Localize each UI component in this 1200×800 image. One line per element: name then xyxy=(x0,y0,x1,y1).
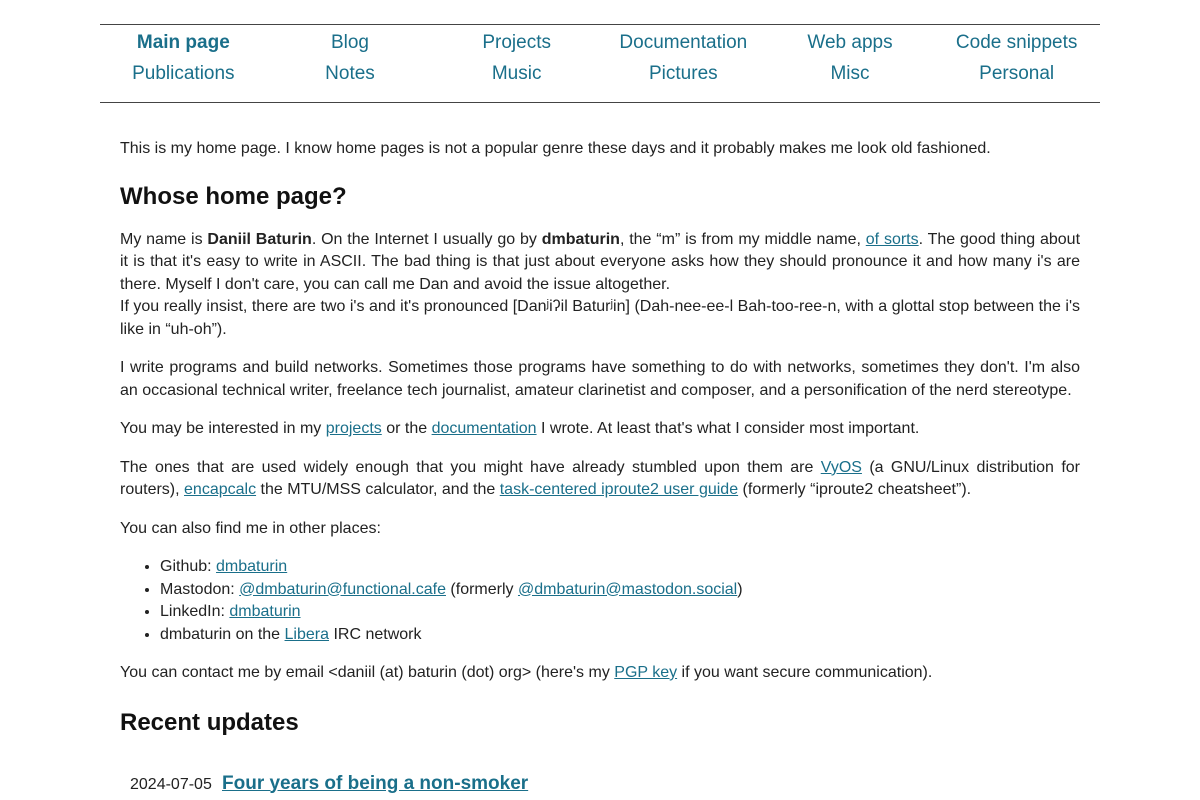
mastodon-link[interactable]: @dmbaturin@functional.cafe xyxy=(239,580,446,598)
list-item-github xyxy=(160,556,1080,579)
iproute2-guide-link[interactable]: task-centered iproute2 user guide xyxy=(499,481,739,498)
text: IRC network xyxy=(329,625,422,643)
encapcalc-link[interactable]: encapcalc xyxy=(184,481,257,498)
vyos-link[interactable]: VyOS xyxy=(820,458,862,476)
text: . On the Internet I usually go by xyxy=(311,230,542,248)
documentation-link[interactable]: documentation xyxy=(431,420,537,437)
text: You may be interested in my xyxy=(120,420,326,437)
text: You can contact me by email <daniil (at) baturin (dot) org> (here's my xyxy=(120,664,615,681)
nav-personal[interactable]: Personal xyxy=(979,63,1055,84)
linkedin-link[interactable]: dmbaturin xyxy=(229,603,301,620)
nav-pictures[interactable]: Pictures xyxy=(649,63,718,84)
text: The ones that are used widely enough that you might have already stumbled upon them are xyxy=(120,458,821,476)
github-label: Github: xyxy=(160,558,217,575)
nav-music[interactable]: Music xyxy=(491,63,542,84)
nickname: dmbaturin xyxy=(541,230,620,248)
nav-bottom-rule xyxy=(100,102,1100,103)
libera-link[interactable]: Libera xyxy=(284,625,330,643)
places-intro: You can also find me in other places: xyxy=(120,519,381,537)
main-menu xyxy=(100,32,1100,85)
list-item-mastodon xyxy=(160,579,1080,602)
nav-code-snippets[interactable]: Code snippets xyxy=(955,32,1078,53)
linkedin-label: LinkedIn: xyxy=(160,603,230,620)
nav-blog[interactable]: Blog xyxy=(330,32,369,53)
text: (formerly xyxy=(445,580,518,598)
interest-paragraph xyxy=(120,418,1080,441)
mastodon-label: Mastodon: xyxy=(160,580,240,598)
projects-paragraph xyxy=(120,457,1080,502)
nav-web-apps[interactable]: Web apps xyxy=(807,32,893,53)
mastodon-old-link[interactable]: @dmbaturin@mastodon.social xyxy=(517,580,738,598)
name-text xyxy=(120,229,1080,297)
update-title-link[interactable]: Four years of being a non-smoker xyxy=(222,772,529,794)
full-name: Daniil Baturin xyxy=(207,230,312,248)
nav-documentation[interactable]: Documentation xyxy=(619,32,748,53)
text: . The good thing about it is that it's easy to write in ASCII. The bad thing is that just about everyone asks how they should pronounce it and how many i's are there. Myself I don't care, you can call me Dan and avoid the issue altogether. xyxy=(120,230,1081,293)
text: (formerly “iproute2 cheatsheet”). xyxy=(738,481,972,498)
pronunciation-text: If you really insist, there are two i's and it's pronounced [Danʲiʔil Baturʲin] (Dah-nee-ee-l Bah-too-ree-n, with a glottal stop between the i's like in “uh-oh”). xyxy=(120,298,1080,338)
update-item xyxy=(120,773,1080,797)
about-paragraph: I write programs and build networks. Sometimes those programs have something to do with networks, sometimes they don't. I'm also an occasional technical writer, freelance tech journalist, amateur clarinetist and composer, and a personification of the nerd stereotype. xyxy=(120,359,1080,399)
nav-misc[interactable]: Misc xyxy=(830,63,870,84)
contact-paragraph xyxy=(120,662,1080,685)
main-content xyxy=(120,138,1080,796)
text: the MTU/MSS calculator, and the xyxy=(256,481,500,498)
text: I wrote. At least that's what I consider most important. xyxy=(536,420,920,437)
list-item-linkedin xyxy=(160,601,1080,624)
text: My name is xyxy=(120,230,208,248)
nav-main-page[interactable]: Main page xyxy=(136,32,230,53)
text: dmbaturin on the xyxy=(160,625,285,643)
name-paragraph xyxy=(120,229,1080,342)
nav-projects[interactable]: Projects xyxy=(482,32,551,53)
projects-link[interactable]: projects xyxy=(325,420,382,437)
text: if you want secure communication). xyxy=(677,664,933,681)
pgp-key-link[interactable]: PGP key xyxy=(614,664,678,681)
list-item-irc xyxy=(160,624,1080,647)
nav-notes[interactable]: Notes xyxy=(325,63,375,84)
top-rule xyxy=(100,24,1100,25)
github-link[interactable]: dmbaturin xyxy=(216,558,288,575)
places-list xyxy=(120,556,1080,646)
update-date: 2024-07-05 xyxy=(130,775,212,793)
text: (a GNU/Linux distribution for routers), xyxy=(120,458,1080,498)
text: , the “m” is from my middle name, xyxy=(619,230,866,248)
text: ) xyxy=(737,580,743,598)
recent-updates-heading: Recent updates xyxy=(120,708,299,736)
whose-heading: Whose home page? xyxy=(120,182,347,210)
intro-paragraph: This is my home page. I know home pages is not a popular genre these days and it probably makes me look old fashioned. xyxy=(120,140,991,157)
of-sorts-link[interactable]: of sorts xyxy=(865,230,919,248)
nav-publications[interactable]: Publications xyxy=(132,63,235,84)
text: or the xyxy=(381,420,432,437)
